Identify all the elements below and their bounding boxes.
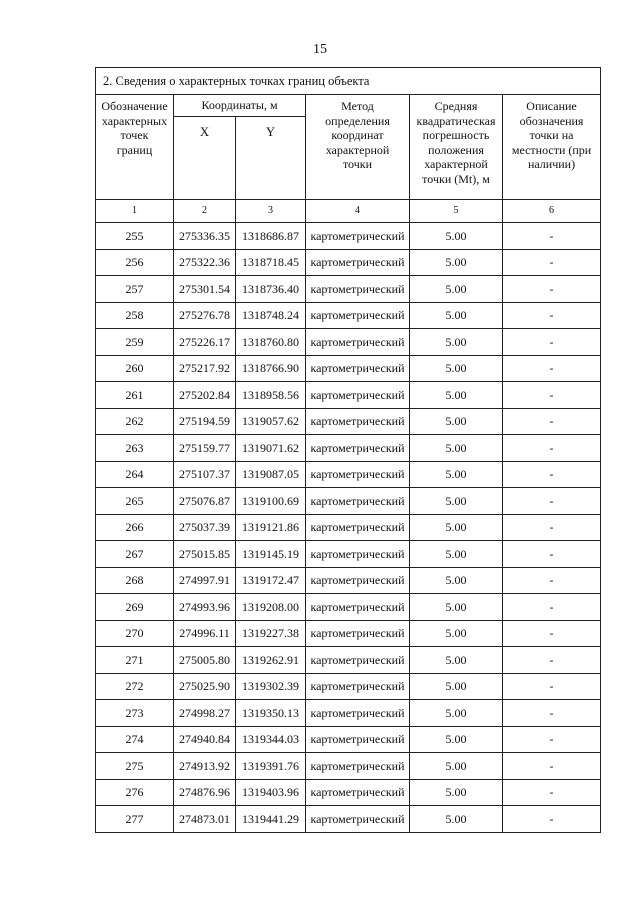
y-coordinate-cell: 1318736.40 [236,276,306,303]
table-row [96,408,601,435]
description-cell: - [503,355,601,382]
error-cell: 5.00 [410,461,503,488]
error-cell: 5.00 [410,567,503,594]
error-cell: 5.00 [410,514,503,541]
description-cell: - [503,779,601,806]
boundary-points-table [95,67,601,833]
point-number-cell: 260 [96,355,174,382]
table-row [96,223,601,250]
error-cell: 5.00 [410,620,503,647]
y-coordinate-cell: 1318766.90 [236,355,306,382]
error-cell: 5.00 [410,249,503,276]
method-cell: картометрический [306,461,410,488]
x-coordinate-cell: 274997.91 [174,567,236,594]
method-cell: картометрический [306,620,410,647]
x-coordinate-cell: 274876.96 [174,779,236,806]
y-coordinate-cell: 1319057.62 [236,408,306,435]
x-coordinate-cell: 274996.11 [174,620,236,647]
description-cell: - [503,514,601,541]
column-number: 4 [306,200,410,223]
table-row [96,435,601,462]
point-number-cell: 256 [96,249,174,276]
y-coordinate-cell: 1319071.62 [236,435,306,462]
table-row [96,753,601,780]
x-coordinate-cell: 274873.01 [174,806,236,833]
error-cell: 5.00 [410,382,503,409]
y-coordinate-cell: 1319391.76 [236,753,306,780]
table-row [96,461,601,488]
x-coordinate-cell: 275005.80 [174,647,236,674]
table-row [96,673,601,700]
point-number-cell: 268 [96,567,174,594]
point-number-cell: 265 [96,488,174,515]
error-cell: 5.00 [410,302,503,329]
description-cell: - [503,435,601,462]
point-number-cell: 274 [96,726,174,753]
description-cell: - [503,567,601,594]
x-coordinate-cell: 274993.96 [174,594,236,621]
method-cell: картометрический [306,302,410,329]
table-row [96,302,601,329]
y-coordinate-cell: 1319344.03 [236,726,306,753]
error-cell: 5.00 [410,488,503,515]
method-cell: картометрический [306,806,410,833]
x-coordinate-cell: 275037.39 [174,514,236,541]
method-cell: картометрический [306,488,410,515]
x-coordinate-cell: 275159.77 [174,435,236,462]
point-number-cell: 276 [96,779,174,806]
method-cell: картометрический [306,382,410,409]
method-cell: картометрический [306,249,410,276]
point-number-cell: 266 [96,514,174,541]
table-row [96,806,601,833]
point-number-cell: 264 [96,461,174,488]
method-cell: картометрический [306,594,410,621]
section-title: 2. Сведения о характерных точках границ объекта [96,68,601,95]
header-method: Метод определения координат характерной точки [306,95,410,200]
header-row [96,95,601,117]
y-coordinate-cell: 1319208.00 [236,594,306,621]
description-cell: - [503,541,601,568]
error-cell: 5.00 [410,355,503,382]
method-cell: картометрический [306,355,410,382]
description-cell: - [503,461,601,488]
table-row [96,779,601,806]
description-cell: - [503,276,601,303]
method-cell: картометрический [306,329,410,356]
table-row [96,567,601,594]
description-cell: - [503,488,601,515]
y-coordinate-cell: 1319262.91 [236,647,306,674]
x-coordinate-cell: 275226.17 [174,329,236,356]
description-cell: - [503,673,601,700]
point-number-cell: 277 [96,806,174,833]
error-cell: 5.00 [410,753,503,780]
header-designation: Обозначение характерных точек границ [96,95,174,200]
method-cell: картометрический [306,276,410,303]
point-number-cell: 263 [96,435,174,462]
table-row [96,726,601,753]
header-description: Описание обозначения точки на местности (при наличии) [503,95,601,200]
table-row [96,382,601,409]
point-number-cell: 257 [96,276,174,303]
description-cell: - [503,223,601,250]
point-number-cell: 270 [96,620,174,647]
error-cell: 5.00 [410,700,503,727]
y-coordinate-cell: 1318718.45 [236,249,306,276]
y-coordinate-cell: 1318686.87 [236,223,306,250]
table-row [96,249,601,276]
error-cell: 5.00 [410,541,503,568]
y-coordinate-cell: 1318748.24 [236,302,306,329]
y-coordinate-cell: 1319145.19 [236,541,306,568]
description-cell: - [503,806,601,833]
description-cell: - [503,753,601,780]
header-error: Средняя квадратическая погрешность положения характерной точки (Mt), м [410,95,503,200]
error-cell: 5.00 [410,435,503,462]
column-number: 6 [503,200,601,223]
point-number-cell: 255 [96,223,174,250]
y-coordinate-cell: 1319087.05 [236,461,306,488]
description-cell: - [503,620,601,647]
y-coordinate-cell: 1319441.29 [236,806,306,833]
method-cell: картометрический [306,700,410,727]
method-cell: картометрический [306,514,410,541]
y-coordinate-cell: 1319227.38 [236,620,306,647]
header-x: X [174,117,236,200]
point-number-cell: 275 [96,753,174,780]
table-row [96,594,601,621]
description-cell: - [503,382,601,409]
x-coordinate-cell: 275336.35 [174,223,236,250]
table-row [96,700,601,727]
table-row [96,355,601,382]
method-cell: картометрический [306,223,410,250]
description-cell: - [503,249,601,276]
column-number: 5 [410,200,503,223]
error-cell: 5.00 [410,673,503,700]
point-number-cell: 261 [96,382,174,409]
x-coordinate-cell: 275202.84 [174,382,236,409]
header-y: Y [236,117,306,200]
method-cell: картометрический [306,647,410,674]
x-coordinate-cell: 275015.85 [174,541,236,568]
x-coordinate-cell: 275194.59 [174,408,236,435]
error-cell: 5.00 [410,329,503,356]
x-coordinate-cell: 275107.37 [174,461,236,488]
table-row [96,620,601,647]
method-cell: картометрический [306,567,410,594]
y-coordinate-cell: 1319121.86 [236,514,306,541]
x-coordinate-cell: 275025.90 [174,673,236,700]
point-number-cell: 269 [96,594,174,621]
method-cell: картометрический [306,541,410,568]
y-coordinate-cell: 1319403.96 [236,779,306,806]
column-number: 1 [96,200,174,223]
section-title-row [96,68,601,95]
point-number-cell: 259 [96,329,174,356]
description-cell: - [503,726,601,753]
x-coordinate-cell: 275322.36 [174,249,236,276]
x-coordinate-cell: 275301.54 [174,276,236,303]
x-coordinate-cell: 275217.92 [174,355,236,382]
description-cell: - [503,329,601,356]
method-cell: картометрический [306,673,410,700]
y-coordinate-cell: 1318958.56 [236,382,306,409]
error-cell: 5.00 [410,594,503,621]
description-cell: - [503,302,601,329]
error-cell: 5.00 [410,806,503,833]
y-coordinate-cell: 1319350.13 [236,700,306,727]
x-coordinate-cell: 275276.78 [174,302,236,329]
point-number-cell: 271 [96,647,174,674]
error-cell: 5.00 [410,276,503,303]
x-coordinate-cell: 274998.27 [174,700,236,727]
table-row [96,488,601,515]
table-row [96,541,601,568]
column-number: 3 [236,200,306,223]
point-number-cell: 273 [96,700,174,727]
x-coordinate-cell: 274940.84 [174,726,236,753]
description-cell: - [503,700,601,727]
y-coordinate-cell: 1319100.69 [236,488,306,515]
error-cell: 5.00 [410,726,503,753]
error-cell: 5.00 [410,647,503,674]
description-cell: - [503,594,601,621]
table-row [96,647,601,674]
y-coordinate-cell: 1319302.39 [236,673,306,700]
error-cell: 5.00 [410,223,503,250]
x-coordinate-cell: 274913.92 [174,753,236,780]
description-cell: - [503,647,601,674]
y-coordinate-cell: 1319172.47 [236,567,306,594]
page-number: 15 [313,42,327,57]
table-row [96,514,601,541]
method-cell: картометрический [306,779,410,806]
boundary-points-sheet [95,67,600,833]
column-number-row [96,200,601,223]
error-cell: 5.00 [410,779,503,806]
x-coordinate-cell: 275076.87 [174,488,236,515]
description-cell: - [503,408,601,435]
y-coordinate-cell: 1318760.80 [236,329,306,356]
column-number: 2 [174,200,236,223]
error-cell: 5.00 [410,408,503,435]
table-row [96,276,601,303]
method-cell: картометрический [306,408,410,435]
method-cell: картометрический [306,435,410,462]
point-number-cell: 272 [96,673,174,700]
method-cell: картометрический [306,726,410,753]
table-row [96,329,601,356]
point-number-cell: 258 [96,302,174,329]
point-number-cell: 267 [96,541,174,568]
header-coordinates: Координаты, м [174,95,306,117]
method-cell: картометрический [306,753,410,780]
point-number-cell: 262 [96,408,174,435]
